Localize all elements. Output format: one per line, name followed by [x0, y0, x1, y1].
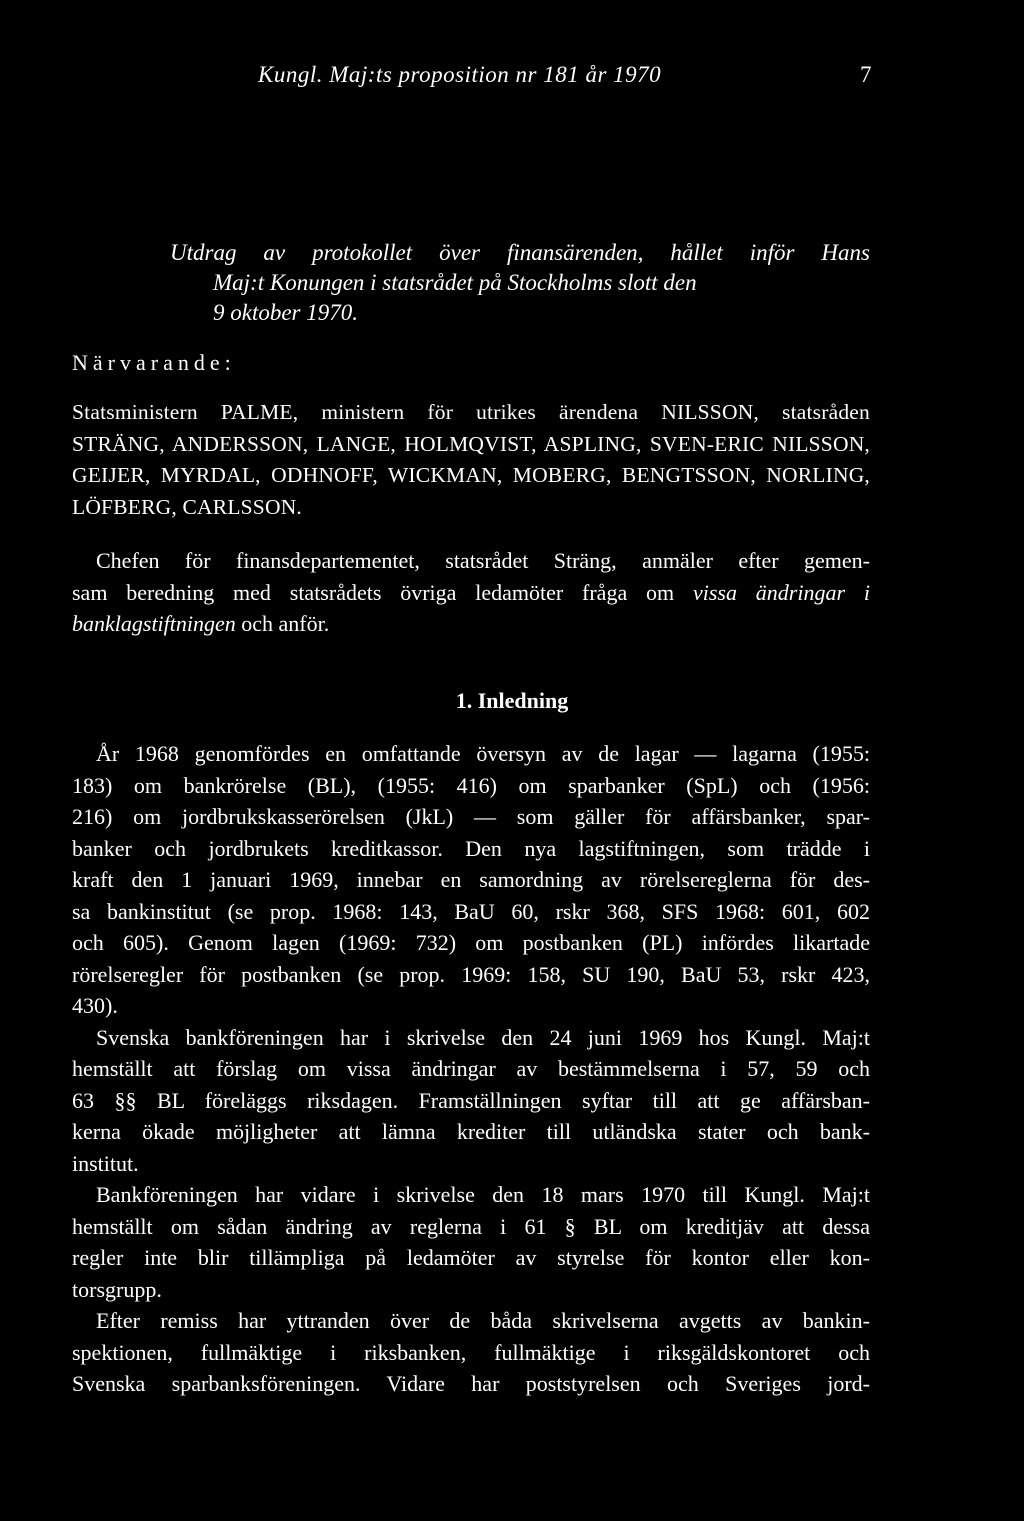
extract-line-2: Maj:t Konungen i statsrådet på Stockholms slott den — [213, 270, 697, 295]
ministers-line: GEIJER, MYRDAL, ODHNOFF, WICKMAN, MOBERG, BENGTSSON, NORLING, — [72, 463, 870, 487]
extract-line-1: Utdrag av protokollet över finansärenden, hållet inför Hans — [170, 240, 870, 265]
paragraph-line: kraft den 1 januari 1969, innebar en samordning av rörelsereglerna för des- — [72, 867, 870, 892]
paragraph-line: 430). — [72, 993, 118, 1018]
paragraph-line: institut. — [72, 1150, 139, 1176]
paragraph-line: banker och jordbrukets kreditkassor. Den nya lagstiftningen, som trädde i — [72, 835, 870, 861]
ministers-line: STRÄNG, ANDERSSON, LANGE, HOLMQVIST, ASPLING, SVEN-ERIC NILSSON, — [72, 431, 870, 456]
paragraph-line: spektionen, fullmäktige i riksbanken, fullmäktige i riksgäldskontoret och — [72, 1339, 870, 1365]
paragraph-line: Bankföreningen har vidare i skrivelse den 18 mars 1970 till Kungl. Maj:t — [96, 1182, 870, 1207]
minister-intro-paragraph — [72, 545, 870, 640]
intro-line-3 — [72, 608, 870, 640]
paragraph-line: År 1968 genomfördes en omfattande översyn av de lagar — lagarna (1955: — [96, 741, 870, 766]
paragraph-line: rörelseregler för postbanken (se prop. 1969: 158, SU 190, BaU 53, rskr 423, — [72, 961, 870, 987]
paragraph-line: 183) om bankrörelse (BL), (1955: 416) om sparbanker (SpL) och (1956: — [72, 772, 870, 798]
section-title — [0, 688, 1024, 714]
paragraph-line: kerna ökade möjligheter att lämna krediter till utländska stater och bank- — [72, 1119, 870, 1144]
present-label: Närvarande: — [72, 350, 236, 375]
paragraph-line: 216) om jordbrukskasserörelsen (JkL) — som gäller för affärsbanker, spar- — [72, 804, 870, 829]
paragraph-line: 63 §§ BL föreläggs riksdagen. Framställningen syftar till att ge affärsban- — [72, 1087, 870, 1113]
ministers-line: Statsministern PALME, ministern för utrikes ärendena NILSSON, statsråden — [72, 400, 870, 424]
ministers-line: LÖFBERG, CARLSSON. — [72, 494, 302, 519]
protocol-extract-heading — [170, 238, 870, 328]
intro-subject-italic: vissa ändringar i — [692, 579, 870, 605]
paragraph-line: sa bankinstitut (se prop. 1968: 143, BaU 60, rskr 368, SFS 1968: 601, 602 — [72, 898, 870, 924]
paragraph-line: Svenska bankföreningen har i skrivelse den 24 juni 1969 hos Kungl. Maj:t — [96, 1024, 870, 1050]
intro-line-1: Chefen för finansdepartementet, statsrådet Sträng, anmäler efter gemen- — [96, 548, 870, 573]
intro-line-2 — [72, 577, 870, 609]
paragraph-line: och 605). Genom lagen (1969: 732) om postbanken (PL) infördes likartade — [72, 930, 870, 955]
intro-subject-italic-cont: banklagstiftningen — [72, 611, 236, 636]
intro-line-2-text: sam beredning med statsrådets övriga ledamöter fråga om — [72, 579, 675, 605]
section-body — [72, 738, 870, 1400]
paragraph-line: hemställt om sådan ändring av reglerna i 61 § BL om kreditjäv att dessa — [72, 1213, 870, 1239]
paragraph-line: regler inte blir tillämpliga på ledamöter av styrelse för kontor eller kon- — [72, 1245, 870, 1270]
paragraph-line: Efter remiss har yttranden över de båda skrivelserna avgetts av bankin- — [96, 1308, 870, 1333]
page-number: 7 — [860, 62, 872, 87]
running-header — [258, 62, 872, 88]
paragraph-line: hemställt att förslag om vissa ändringar av bestämmelserna i 57, 59 och — [72, 1056, 870, 1081]
ministers-list — [72, 397, 870, 523]
section-title-text: 1. Inledning — [455, 688, 569, 713]
paragraph-line: torsgrupp. — [72, 1276, 162, 1302]
running-title: Kungl. Maj:ts proposition nr 181 år 1970 — [258, 62, 662, 87]
intro-line-3-text: och anför. — [241, 611, 330, 636]
paragraph-line: Svenska sparbanksföreningen. Vidare har poststyrelsen och Sveriges jord- — [72, 1371, 870, 1396]
extract-line-3: 9 oktober 1970. — [213, 300, 359, 325]
